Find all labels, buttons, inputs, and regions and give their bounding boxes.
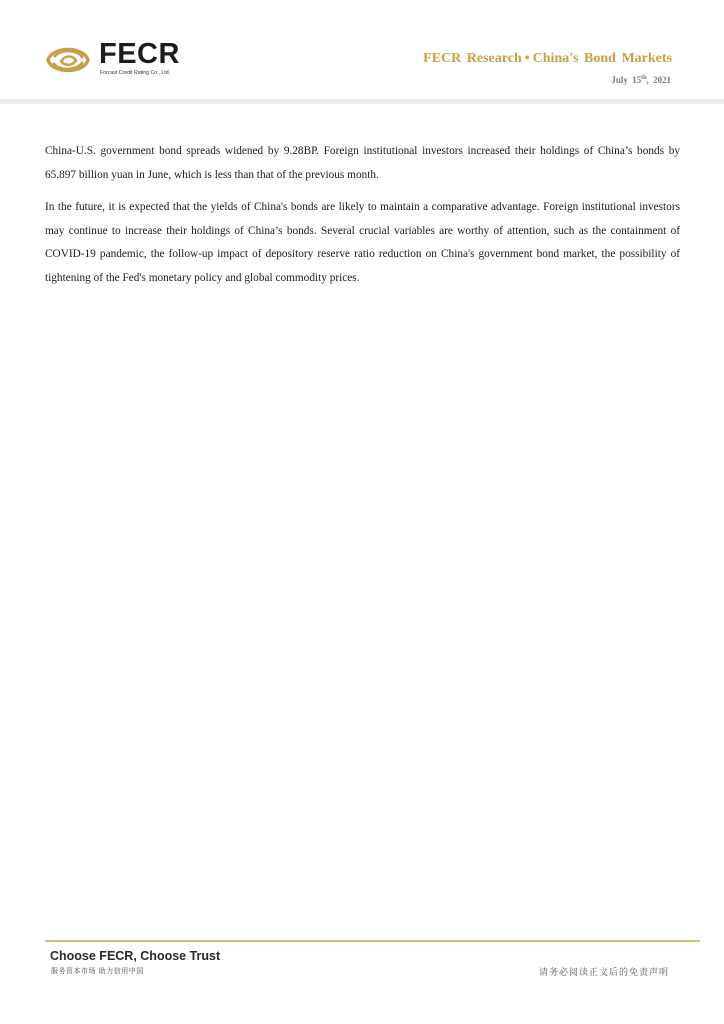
title-separator: • bbox=[524, 51, 530, 66]
footer-divider bbox=[45, 940, 700, 942]
footer-slogan-sub: 服务资本市场 助力信用中国 bbox=[51, 967, 144, 975]
date-suffix: th bbox=[641, 75, 647, 81]
header-divider bbox=[0, 99, 724, 104]
report-body bbox=[45, 140, 680, 299]
date-month-day: July 15 bbox=[611, 75, 642, 85]
footer-slogan: Choose FECR, Choose Trust bbox=[50, 949, 221, 963]
fecr-logo-mark-icon bbox=[44, 40, 92, 80]
page-header bbox=[0, 0, 724, 100]
body-paragraph: China-U.S. government bond spreads widened by 9.28BP. Foreign institutional investors increased their holdings of China’s bonds by 65.897 billion yuan in June, which is less than that of the previous month. bbox=[45, 145, 680, 181]
date-year: , 2021 bbox=[646, 75, 671, 85]
report-date bbox=[611, 75, 671, 85]
footer-disclaimer: 请务必阅读正文后的免责声明 bbox=[538, 968, 669, 978]
fecr-logo bbox=[44, 40, 184, 80]
report-brand: FECR bbox=[423, 51, 462, 66]
logo-subtitle: Forcast Credit Rating Co., Ltd. bbox=[100, 70, 171, 76]
logo-wordmark: FECR bbox=[99, 38, 180, 70]
body-paragraph: In the future, it is expected that the yields of China's bonds are likely to maintain a comparative advantage. Foreign institutional investors may continue to increase their holdings of China’s bonds. Several crucial variables are worthy of attention, such as the containment of COVID-19 pandemic, the follow-up impact of depository reserve ratio reduction on China's government bond market, the possibility of tightening of the Fed's monetary policy and global commodity prices. bbox=[45, 201, 680, 284]
report-section: Research bbox=[466, 51, 522, 66]
report-topic: China's Bond Markets bbox=[532, 51, 672, 66]
report-title bbox=[423, 51, 672, 67]
